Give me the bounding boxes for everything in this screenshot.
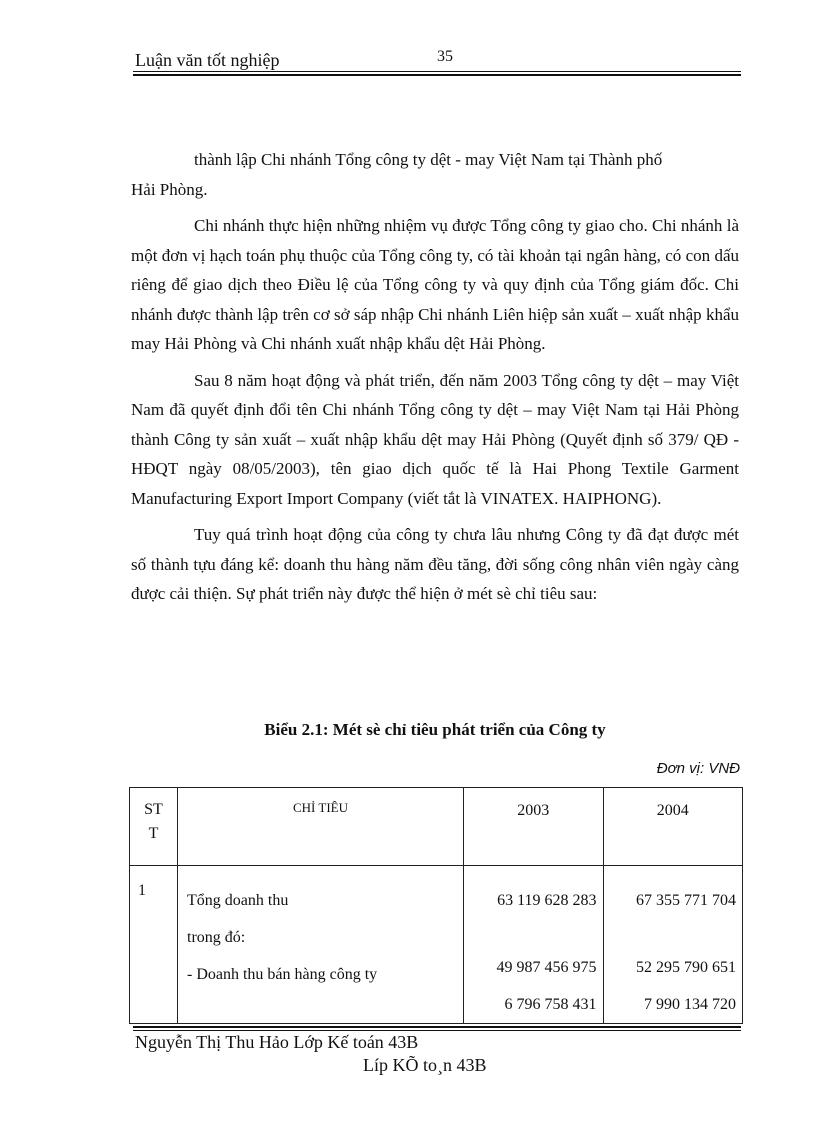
cell-value: 6 796 758 431	[504, 996, 597, 1013]
cell-spacer	[604, 919, 737, 949]
footer-author: Nguyễn Thị Thu Hảo Lớp Kế toán 43B	[135, 1032, 419, 1052]
header-rule-thick	[133, 74, 741, 76]
footer-rule-thin	[133, 1030, 741, 1031]
indicators-table	[129, 787, 743, 1024]
body-text	[131, 145, 739, 616]
cell-stt: 1	[130, 866, 178, 1024]
cell-value: 67 355 771 704	[636, 892, 736, 909]
cell-value: 49 987 456 975	[496, 959, 597, 976]
header-year-2004: 2004	[603, 788, 743, 866]
header-indicator: CHỈ TIÊU	[178, 788, 464, 866]
cell-labels	[178, 866, 464, 1024]
table-unit: Đơn vị: VNĐ	[656, 760, 740, 777]
table-caption: Biểu 2.1: Mét sè chỉ tiêu phát triển của Công ty	[264, 720, 606, 739]
cell-label: trong đó:	[187, 929, 246, 946]
header-stt	[130, 788, 178, 866]
paragraph: Sau 8 năm hoạt động và phát triển, đến năm 2003 Tổng công ty dệt – may Việt Nam đã quyết định đổi tên Chi nhánh Tổng công ty dệt – may Việt Nam tại Hải Phòng thành Công ty sản xuất – xuất nhập khẩu dệt may Hải Phòng (Quyết định số 379/ QĐ - HĐQT ngày 08/05/2003), tên giao dịch quốc tế là Hai Phong Textile Garment Manufacturing Export Import Company (viết tắt là VINATEX. HAIPHONG).	[131, 370, 739, 508]
header-stt-line: T	[148, 825, 159, 842]
cell-value: 7 990 134 720	[644, 996, 736, 1013]
paragraph-line: Hải Phòng.	[131, 179, 208, 199]
paragraph-line: thành lập Chi nhánh Tổng công ty dệt - may Việt Nam tại Thành phố	[194, 150, 663, 169]
cell-label: Tổng doanh thu	[187, 892, 289, 909]
cell-values-2003	[464, 866, 604, 1024]
paragraph: Chi nhánh thực hiện những nhiệm vụ được Tổng công ty giao cho. Chi nhánh là một đơn vị hạch toán phụ thuộc của Tổng công ty, có tài khoản tại ngân hàng, có con dấu riêng để giao dịch theo Điều lệ của Tổng công ty và quy định của Tổng giám đốc. Chi nhánh được thành lập trên cơ sở sáp nhập Chi nhánh Liên hiệp sản xuất – xuất nhập khẩu may Hải Phòng và Chi nhánh xuất nhập khẩu dệt Hải Phòng.	[131, 216, 739, 353]
header-year-2003: 2003	[464, 788, 604, 866]
header-title: Luận văn tốt nghiệp	[135, 50, 280, 70]
cell-value: 52 295 790 651	[636, 959, 736, 976]
page-number: 35	[437, 48, 453, 65]
paragraph-continuation	[131, 145, 739, 204]
cell-spacer	[464, 919, 597, 949]
cell-value: 63 119 628 283	[497, 892, 597, 909]
table-header-row	[130, 788, 743, 866]
header-rule-thin	[133, 71, 741, 72]
cell-label: - Doanh thu bán hàng công ty	[187, 966, 378, 983]
header-stt-line: ST	[144, 801, 163, 818]
paragraph: Tuy quá trình hoạt động của công ty chưa lâu nhưng Công ty đã đạt được mét số thành tựu đáng kể: doanh thu hàng năm đều tăng, đời sống công nhân viên ngày càng được cải thiện. Sự phát triển này được thể hiện ở mét sè chỉ tiêu sau:	[131, 525, 739, 603]
footer-rule-thick	[133, 1026, 741, 1028]
footer-class: Líp KÕ to¸n 43B	[363, 1055, 487, 1075]
cell-values-2004	[603, 866, 743, 1024]
table-row	[130, 866, 743, 1024]
